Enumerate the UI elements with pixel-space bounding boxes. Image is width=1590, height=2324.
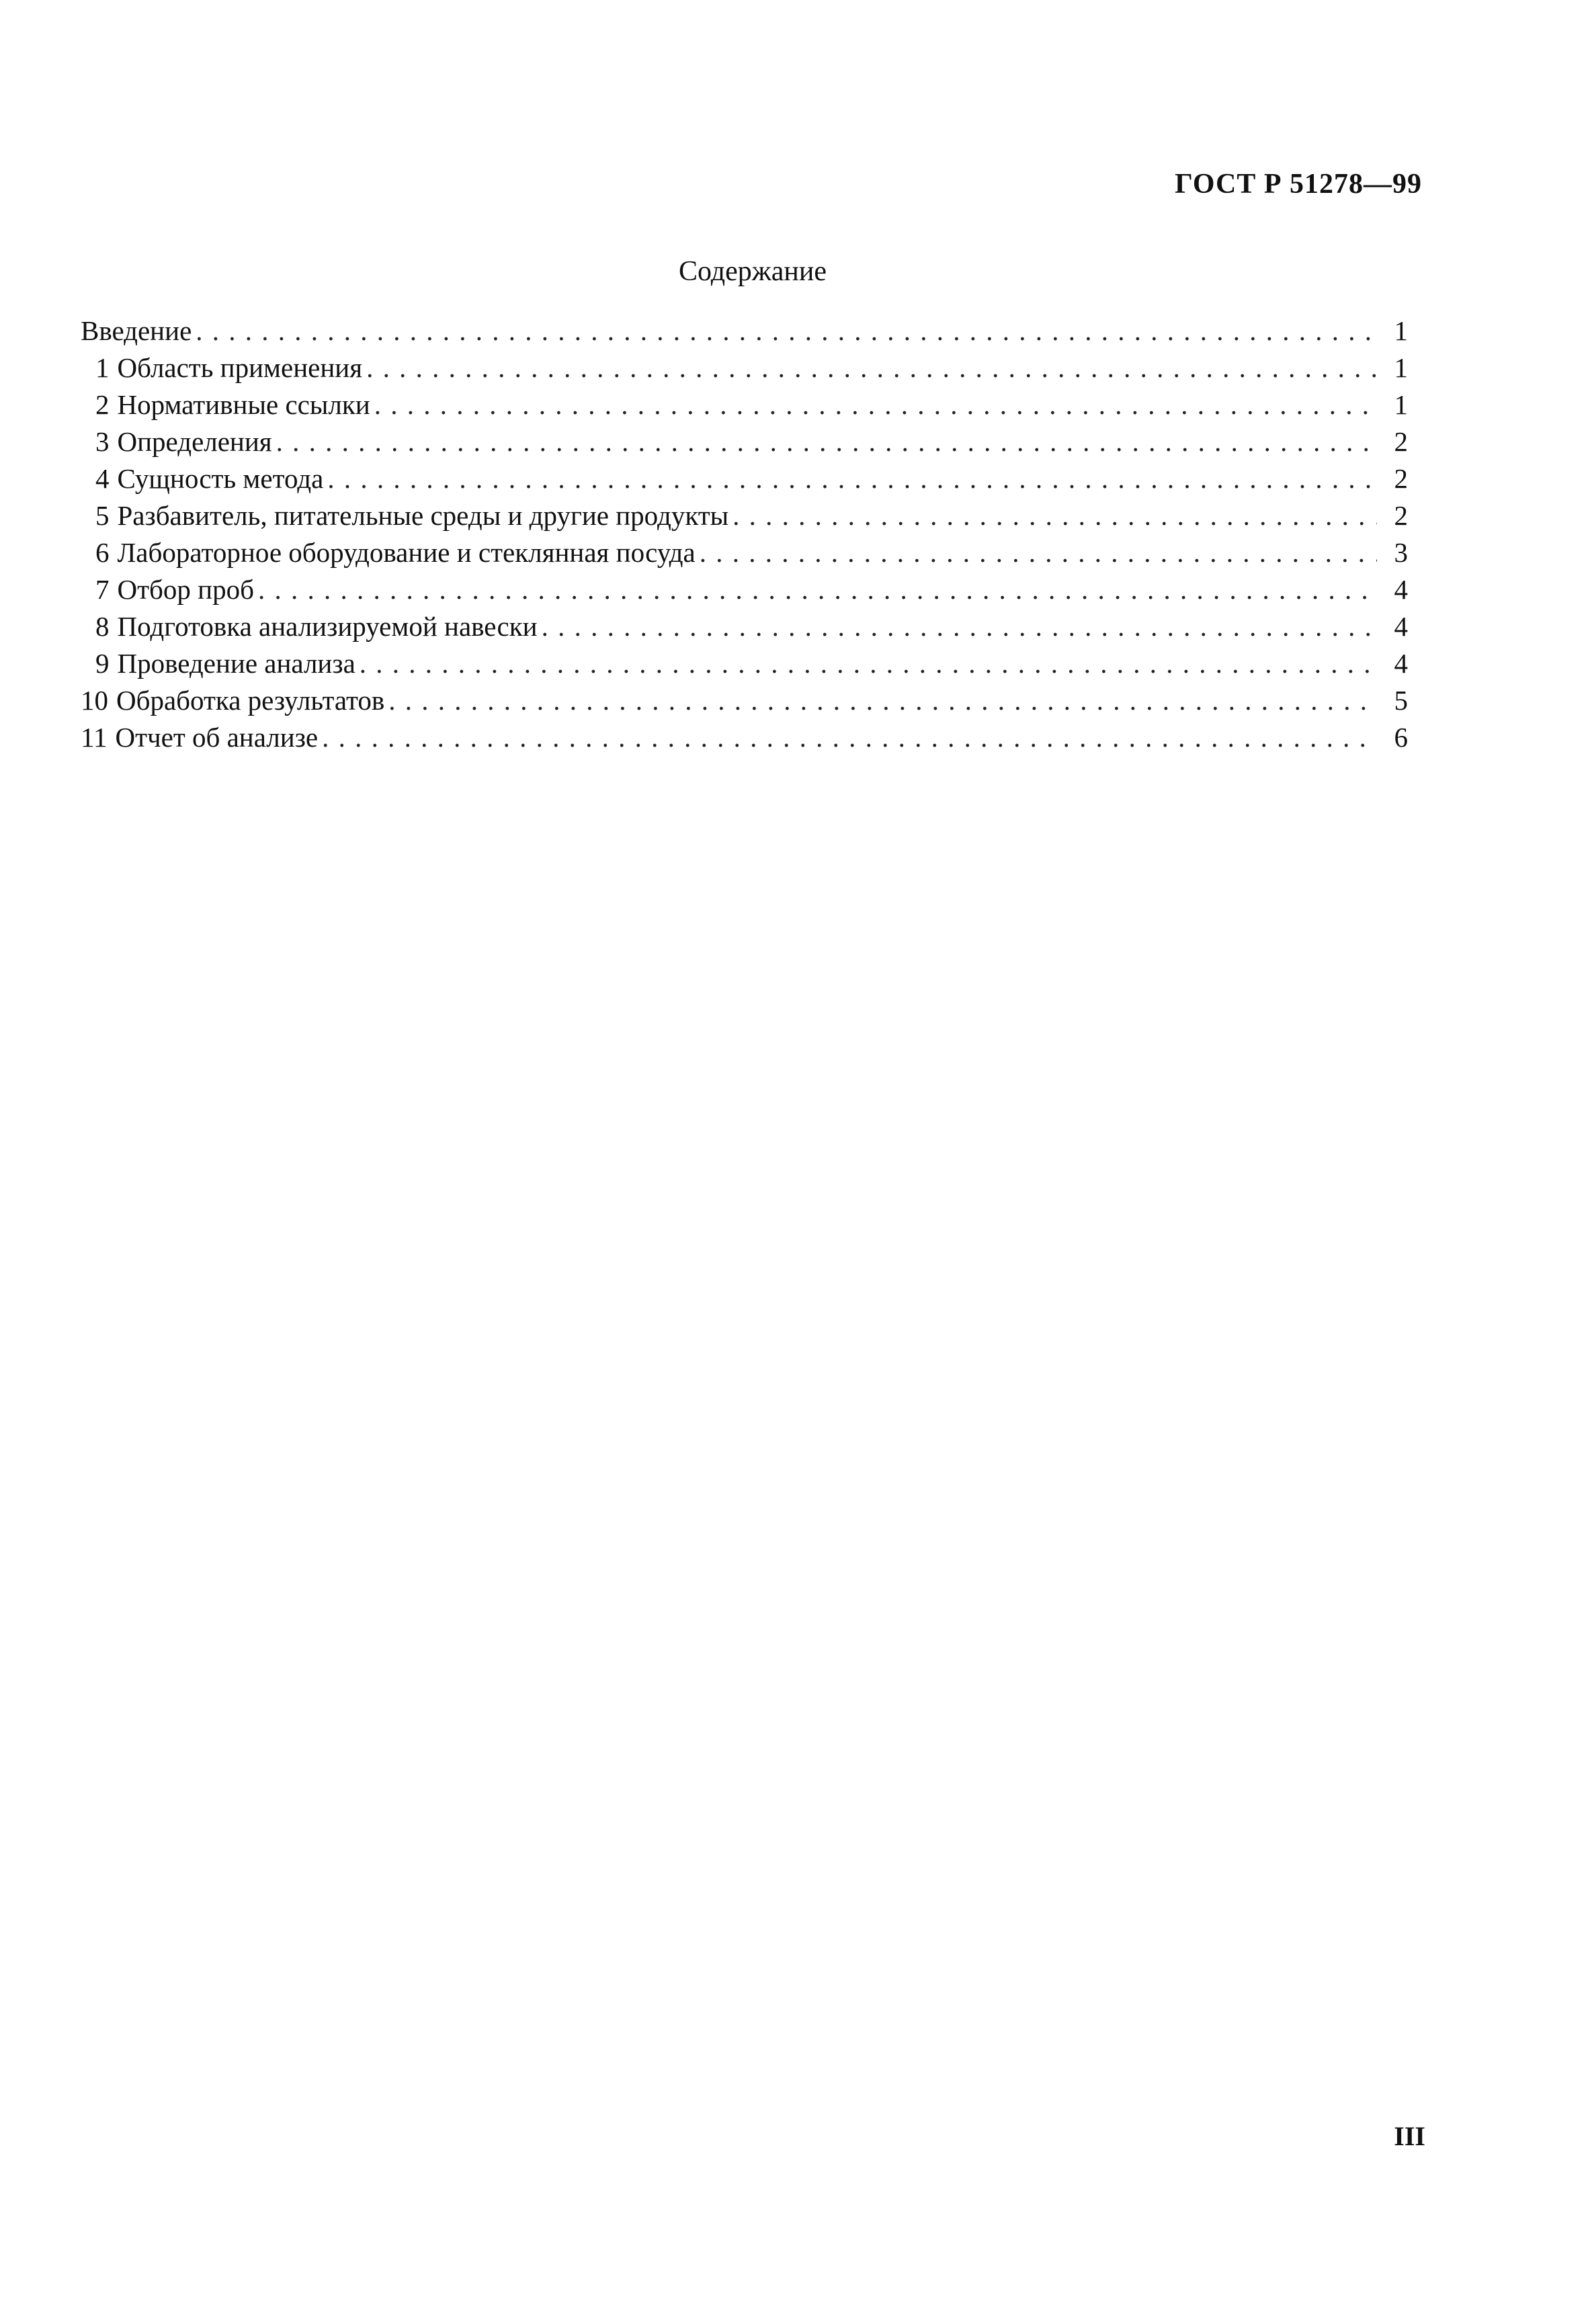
toc-item-number: 9	[95, 648, 110, 679]
toc-item-page: 1	[1394, 315, 1408, 346]
toc-item-text: Подготовка анализируемой навески	[117, 611, 538, 642]
toc-item-text: Область применения	[117, 352, 363, 383]
toc-item-number: 4	[95, 463, 110, 494]
toc-item-number: 7	[95, 574, 110, 605]
toc-item-intro[interactable]	[81, 315, 1408, 351]
toc-item-1[interactable]	[81, 351, 1408, 388]
toc-dot-leader	[374, 388, 1377, 421]
toc-item-label	[81, 388, 370, 421]
toc-item-page: 3	[1394, 537, 1408, 568]
toc-item-label	[81, 425, 272, 458]
toc-item-label	[81, 351, 362, 384]
document-code: ГОСТ Р 51278—99	[1175, 169, 1422, 200]
toc-item-text: Нормативные ссылки	[117, 389, 370, 420]
toc-dot-leader	[542, 610, 1377, 642]
toc-item-6[interactable]	[81, 536, 1408, 573]
toc-item-number: 8	[95, 611, 110, 642]
toc-item-number: 3	[95, 426, 110, 457]
toc-dot-leader	[733, 499, 1377, 532]
toc-item-2[interactable]	[81, 388, 1408, 425]
toc-item-10[interactable]	[81, 684, 1408, 721]
toc-item-page: 4	[1394, 574, 1408, 605]
toc-item-page: 2	[1394, 500, 1408, 531]
toc-item-label	[81, 684, 384, 716]
toc-item-label	[81, 499, 728, 532]
toc-item-label	[81, 573, 254, 606]
page-number: III	[1394, 2121, 1425, 2151]
toc-item-number: 5	[95, 500, 110, 531]
toc-item-number: 11	[81, 722, 108, 753]
toc-item-label	[81, 536, 696, 569]
toc-item-label	[81, 647, 355, 679]
toc-item-page: 4	[1394, 611, 1408, 642]
toc-item-label	[81, 610, 538, 642]
toc-item-number: 6	[95, 537, 110, 568]
toc-dot-leader	[196, 315, 1377, 347]
toc-item-text: Разбавитель, питательные среды и другие продукты	[117, 500, 729, 531]
toc-item-label	[81, 721, 318, 753]
toc-item-7[interactable]	[81, 573, 1408, 610]
toc-item-page: 1	[1394, 352, 1408, 383]
toc-item-text: Отбор проб	[117, 574, 254, 605]
toc-dot-leader	[366, 351, 1377, 384]
toc-item-page: 2	[1394, 426, 1408, 457]
toc-dot-leader	[360, 647, 1377, 679]
toc-item-number: 2	[95, 389, 110, 420]
toc-dot-leader	[322, 721, 1377, 753]
toc-item-3[interactable]	[81, 425, 1408, 462]
toc-item-text: Проведение анализа	[117, 648, 355, 679]
toc-item-text: Лабораторное оборудование и стеклянная посуда	[117, 537, 696, 568]
toc-item-label	[81, 462, 323, 495]
toc-item-text: Отчет об анализе	[115, 722, 319, 753]
toc-item-4[interactable]	[81, 462, 1408, 499]
toc-dot-leader	[258, 573, 1377, 606]
toc-item-page: 5	[1394, 685, 1408, 716]
toc-dot-leader	[327, 462, 1377, 495]
toc-item-page: 6	[1394, 722, 1408, 753]
toc-item-label: Введение	[81, 315, 192, 346]
toc-item-number: 1	[95, 352, 110, 383]
toc-list	[81, 315, 1408, 758]
toc-item-page: 1	[1394, 389, 1408, 420]
toc-item-text: Обработка результатов	[116, 685, 385, 716]
toc-dot-leader	[388, 684, 1377, 716]
toc-dot-leader	[700, 536, 1377, 569]
toc-item-number: 10	[81, 685, 108, 716]
toc-title: Содержание	[678, 256, 827, 287]
toc-item-page: 2	[1394, 463, 1408, 494]
toc-item-page: 4	[1394, 648, 1408, 679]
toc-dot-leader	[276, 425, 1377, 458]
toc-item-5[interactable]	[81, 499, 1408, 536]
toc-item-text: Определения	[117, 426, 272, 457]
toc-item-8[interactable]	[81, 610, 1408, 647]
toc-item-text: Сущность метода	[117, 463, 324, 494]
toc-item-9[interactable]	[81, 647, 1408, 684]
toc-item-11[interactable]	[81, 721, 1408, 758]
